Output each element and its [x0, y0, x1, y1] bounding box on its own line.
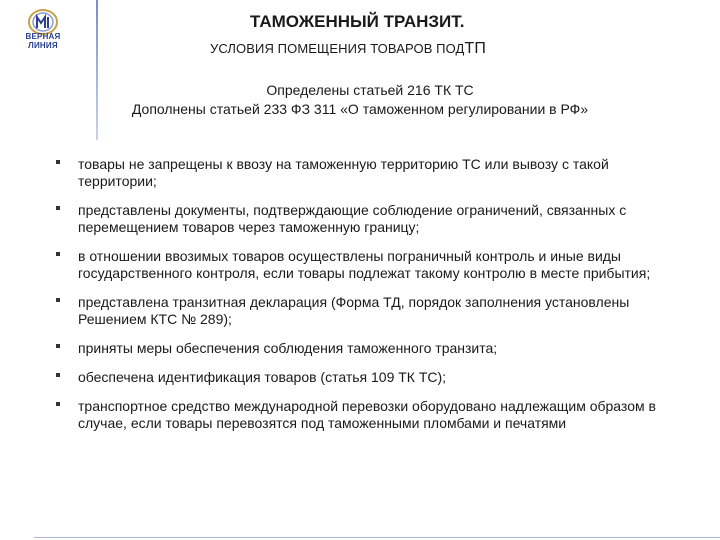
list-item-text: приняты меры обеспечения соблюдения таможенного транзита; — [78, 340, 498, 356]
bullet-icon — [56, 160, 61, 165]
list-item-text: представлена транзитная декларация (Форма ТД, порядок заполнения установлены Решением КТС № 289); — [78, 294, 630, 327]
legal-basis-line-2: Дополнены статьей 233 ФЗ 311 «О таможенном регулировании в РФ» — [131, 101, 589, 117]
header-divider-vertical — [96, 0, 98, 140]
page-subtitle — [210, 40, 610, 58]
list-item — [56, 202, 676, 236]
company-logo — [10, 6, 76, 48]
bullet-icon — [56, 402, 61, 407]
subtitle-end: ТП — [464, 40, 486, 57]
page-title: ТАМОЖЕННЫЙ ТРАНЗИТ. — [250, 12, 465, 31]
list-item-text: транспортное средство международной перевозки оборудовано надлежащим образом в случае, если товары перевозятся под таможенными пломбами и печатями — [78, 398, 656, 431]
bullet-icon — [56, 298, 61, 303]
bullet-icon — [56, 206, 61, 211]
footer-divider — [34, 537, 720, 538]
list-item — [56, 398, 676, 432]
list-item — [56, 340, 676, 357]
bullet-icon — [56, 344, 61, 349]
subtitle-main: УСЛОВИЯ ПОМЕЩЕНИЯ ТОВАРОВ ПОД — [210, 41, 465, 56]
list-item — [56, 369, 676, 386]
list-item — [56, 248, 676, 282]
list-item-text: обеспечена идентификация товаров (статья 109 ТК ТС); — [78, 369, 447, 385]
list-item — [56, 156, 676, 190]
logo-text: ВЕРНАЯ ЛИНИЯ — [25, 32, 61, 50]
list-item-text: представлены документы, подтверждающие соблюдение ограничений, связанных с перемещением товаров через таможенную границу; — [78, 202, 627, 235]
conditions-list — [56, 156, 676, 432]
list-item-text: в отношении ввозимых товаров осуществлены пограничный контроль и иные виды государственного контроля, если товары подлежат такому контролю в месте прибытия; — [78, 248, 651, 281]
bullet-icon — [56, 373, 61, 378]
list-item-text: товары не запрещены к ввозу на таможенную территорию ТС или вывозу с такой территории; — [78, 156, 609, 189]
legal-basis-line-1: Определены статьей 216 ТК ТС — [266, 82, 474, 98]
bullet-icon — [56, 252, 61, 257]
list-item — [56, 294, 676, 328]
